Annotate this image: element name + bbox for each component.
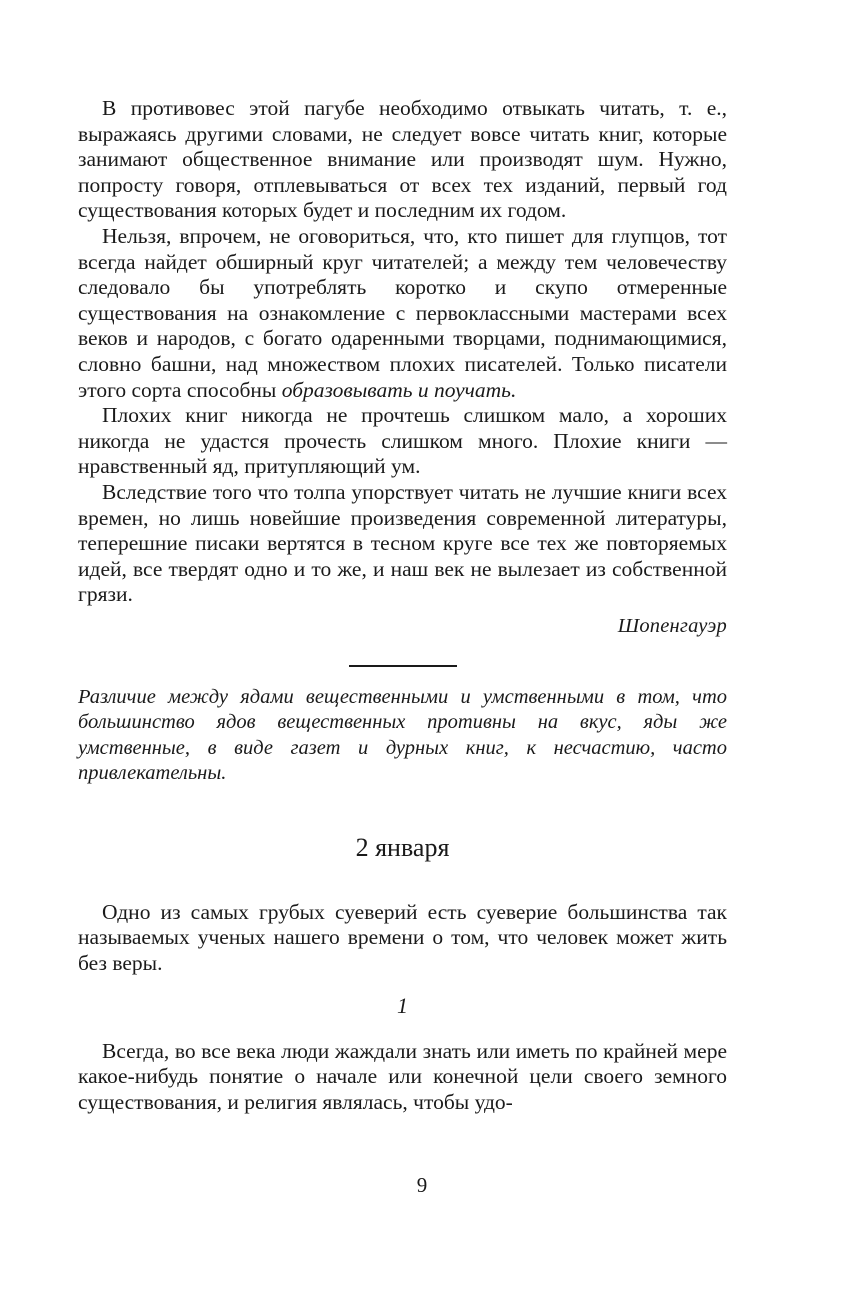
paragraph-2-emphasis: образовывать и поучать. [281,377,517,402]
paragraph-2-text: Нельзя, впрочем, не оговориться, что, кто пишет для глупцов, тот всегда найдет обширный круг читателей; а между тем человечеству следовало бы употреблять коротко и скупо отмеренные существования на ознакомление с первоклассными мастерами всех веков и народов, с богато одаренными творцами, поднимающимися, словно башни, над множеством плохих писателей. Только писатели этого сорта способны [78,223,727,402]
paragraph-4: Вследствие того что толпа упорствует читать не лучшие книги всех времен, но лишь новейшие произведения современной литературы, теперешние писаки вертятся в тесном круге все тех же повторяемых идей, все твердят одно и то же, и наш век не вылезает из собственной грязи. [78,479,727,607]
page-number: 9 [416,1173,428,1197]
paragraph-2 [78,224,727,403]
aphorism-text: Различие между ядами вещественными и умственными в том, что большинство ядов вещественных противны на вкус, яды же умственные, в виде газет и дурных книг, к несчастию, часто привлекательны. [78,685,727,785]
day-lead-paragraph: Одно из самых грубых суеверий есть суеверие большинства так называемых ученых нашего времени о том, что человек может жить без веры. [78,899,727,976]
quote-author: Шопенгауэр [617,614,727,637]
section-divider [349,665,457,667]
paragraph-1: В противовес этой пагубе необходимо отвыкать читать, т. е., выражаясь другими словами, не следует вовсе читать книг, которые занимают общественное внимание или производят шум. Нужно, попросту говоря, отплевываться от всех тех изданий, первый год существования которых будет и последним их годом. [78,96,727,223]
section-number: 1 [397,992,408,1018]
section-paragraph: Всегда, во все века люди жаждали знать или иметь по крайней мере какое-нибудь понятие о начале или конечной цели своего земного существования, и религия являлась, чтобы удо- [78,1038,727,1114]
page-content [78,96,727,1115]
date-heading: 2 января [355,832,450,862]
paragraph-3: Плохих книг никогда не прочтешь слишком мало, а хороших никогда не удастся прочесть слишком много. Плохие книги — нравственный яд, притупляющий ум. [78,403,727,479]
